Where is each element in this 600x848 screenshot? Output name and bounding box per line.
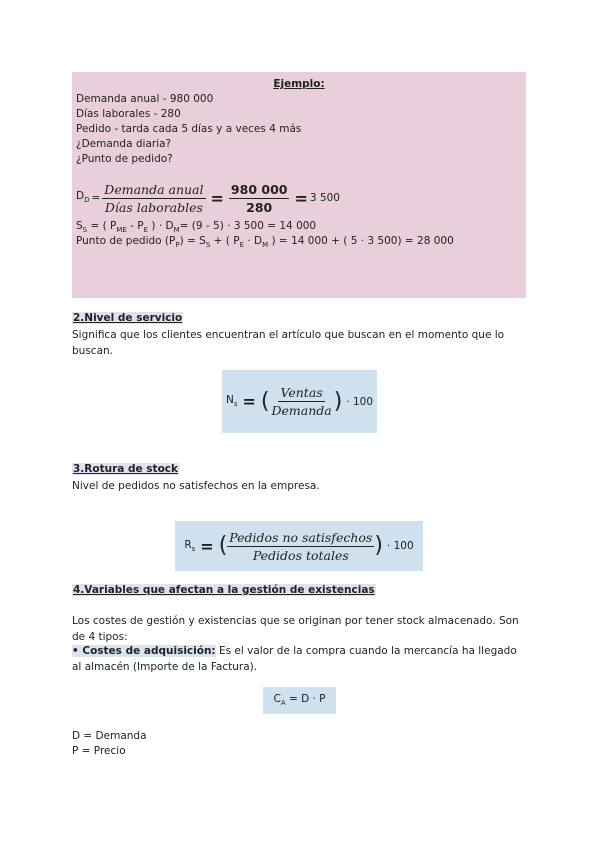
- acquisition-cost-formula: $C_A = D \cdot P$: [263, 687, 336, 714]
- section-heading-stockout: 3.Rotura de stock: [73, 463, 178, 475]
- dd-result: 3 500: [309, 192, 340, 204]
- section-text-service-level: Significa que los clientes encuentran el artículo que buscan en el momento que lo buscan.: [72, 329, 505, 357]
- definition-demand: D = Demanda: [72, 730, 147, 742]
- daily-demand-formula: $D_D$ = $\frac{\text{Demanda anual}}{\text{Días laborables}}$ = $\frac{980 000}{280}$ = 3 500: [76, 182, 340, 215]
- acquisition-cost-label: • Costes de adquisición:: [72, 645, 216, 657]
- section-text-stockout: Nivel de pedidos no satisfechos en la empresa.: [72, 480, 320, 492]
- example-line-working-days: Días laborales - 280: [76, 108, 181, 120]
- example-line-daily-demand-question: ¿Demanda diaria?: [76, 138, 172, 150]
- example-line-annual-demand: Demanda anual - 980 000: [76, 93, 214, 105]
- dd-fraction-values: $\frac{980 000}{280}$: [230, 182, 288, 215]
- example-box: [72, 72, 526, 298]
- stockout-formula: $R_s$ = ( $\frac{\text{Pedidos no satisfechos}}{\text{Pedidos totales}}$ ) · 100: [175, 521, 423, 571]
- section-heading-variables: 4.Variables que afectan a la gestión de existencias: [73, 584, 375, 596]
- service-level-formula: $N_s$ = ( $\frac{\text{Ventas}}{\text{Demanda}}$ ) · 100: [222, 370, 377, 433]
- service-level-fraction: $\frac{\text{Ventas}}{\text{Demanda}}$: [271, 385, 332, 418]
- safety-stock-line: $S_S$ = ( $P_{ME} - P_E$ ) · $D_M= (9 - 5) \cdot 3$ 500 = 14 000: [76, 220, 317, 235]
- reorder-point-line: Punto de pedido $(P_P) = S_S$ + ( $P_E \cdot D_M$ ) = 14 000 + ( 5 · 3 500) = 28 000: [76, 235, 454, 250]
- example-line-reorder-question: ¿Punto de pedido?: [76, 153, 173, 165]
- section-heading-service-level: 2.Nivel de servicio: [73, 312, 183, 324]
- acquisition-cost-item: • Costes de adquisición: Es el valor de la compra cuando la mercancía ha llegado al almacén (Importe de la Factura).: [72, 645, 517, 673]
- section-text-variables: Los costes de gestión y existencias que se originan por tener stock almacenado. Son de 4 tipos:: [72, 615, 519, 643]
- example-line-order: Pedido - tarda cada 5 días y a veces 4 más: [76, 123, 302, 135]
- example-title: Ejemplo:: [273, 78, 325, 90]
- stockout-fraction: $\frac{\text{Pedidos no satisfechos}}{\text{Pedidos totales}}$: [229, 529, 373, 563]
- dd-lhs: $D_D$: [76, 189, 90, 205]
- definition-price: P = Precio: [72, 745, 126, 757]
- dd-fraction-words: $\frac{\text{Demanda anual}}{\text{Días laborables}}$: [104, 182, 204, 215]
